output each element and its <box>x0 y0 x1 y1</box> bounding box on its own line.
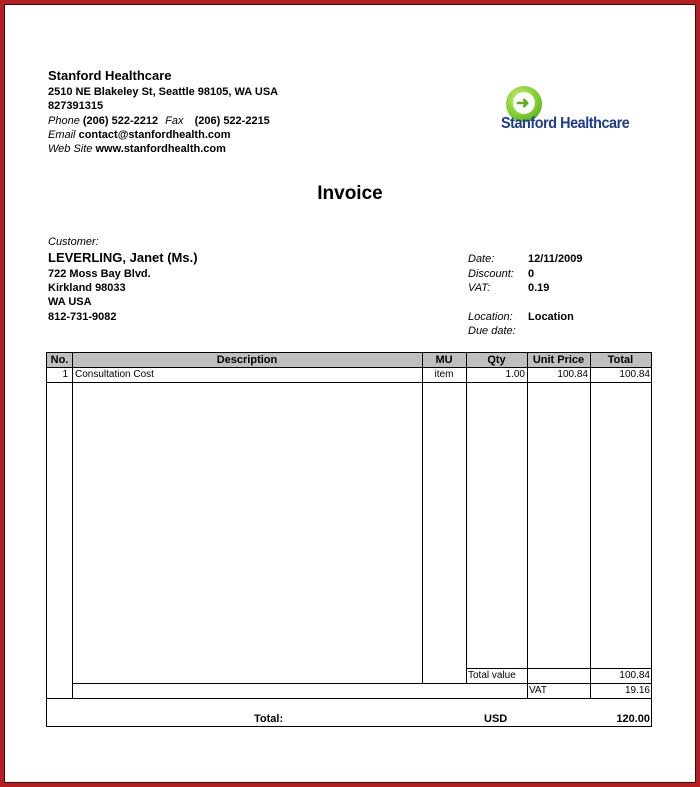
grand-total: 120.00 <box>616 713 650 725</box>
vat-value: 0.19 <box>528 282 550 294</box>
company-address: 2510 NE Blakeley St, Seattle 98105, WA USA <box>48 86 279 98</box>
email-label: Email <box>48 129 76 141</box>
table-header <box>47 353 651 368</box>
customer-street: 722 Moss Bay Blvd. <box>48 268 151 280</box>
invoice-table <box>46 352 652 727</box>
customer-city: Kirkland 98033 <box>48 282 126 294</box>
total-value-label: Total value <box>468 670 516 681</box>
grand-total-label: Total: <box>254 713 284 725</box>
date-value: 12/11/2009 <box>528 253 583 265</box>
row-qty: 1.00 <box>505 369 525 380</box>
customer-name: LEVERLING, Janet (Ms.) <box>48 250 198 265</box>
company-web-line <box>48 143 226 155</box>
header-description: Description <box>216 354 278 366</box>
row-no: 1 <box>62 369 68 380</box>
due-date-label: Due date: <box>468 325 516 337</box>
total-value: 100.84 <box>619 670 650 681</box>
customer-phone: 812-731-9082 <box>48 311 117 323</box>
header-unit-price: Unit Price <box>532 354 585 366</box>
row-unit-price: 100.84 <box>557 369 588 380</box>
discount-label: Discount: <box>468 268 514 280</box>
vat-amount: 19.16 <box>624 685 650 696</box>
location-value: Location <box>528 311 574 323</box>
row-total: 100.84 <box>619 369 650 380</box>
fax-value: (206) 522-2215 <box>194 115 270 127</box>
vat-label: VAT: <box>468 282 491 294</box>
company-email-line <box>48 129 231 141</box>
customer-label: Customer: <box>48 236 99 248</box>
logo-text: Stanford Healthcare <box>501 115 630 132</box>
phone-label: Phone <box>48 115 80 127</box>
company-name: Stanford Healthcare <box>48 68 172 83</box>
customer-region: WA USA <box>48 296 92 308</box>
location-label: Location: <box>468 311 513 323</box>
page-title: Invoice <box>317 183 383 204</box>
header-mu: MU <box>435 354 453 366</box>
row-mu: item <box>434 369 454 380</box>
email-value: contact@stanfordhealth.com <box>78 129 231 141</box>
company-logo <box>497 86 659 138</box>
date-label: Date: <box>468 253 495 265</box>
header-qty: Qty <box>487 354 506 366</box>
header-total: Total <box>607 354 634 366</box>
discount-value: 0 <box>528 268 535 280</box>
row-description: Consultation Cost <box>75 369 154 380</box>
currency: USD <box>484 713 508 725</box>
company-id: 827391315 <box>48 100 104 112</box>
company-phone-line <box>48 115 270 127</box>
header-no: No. <box>50 354 69 366</box>
fax-label: Fax <box>165 115 184 127</box>
phone-value: (206) 522-2212 <box>82 115 159 127</box>
web-label: Web Site <box>48 143 93 155</box>
web-value: www.stanfordhealth.com <box>95 143 226 155</box>
vat-amount-label: VAT <box>529 685 547 696</box>
